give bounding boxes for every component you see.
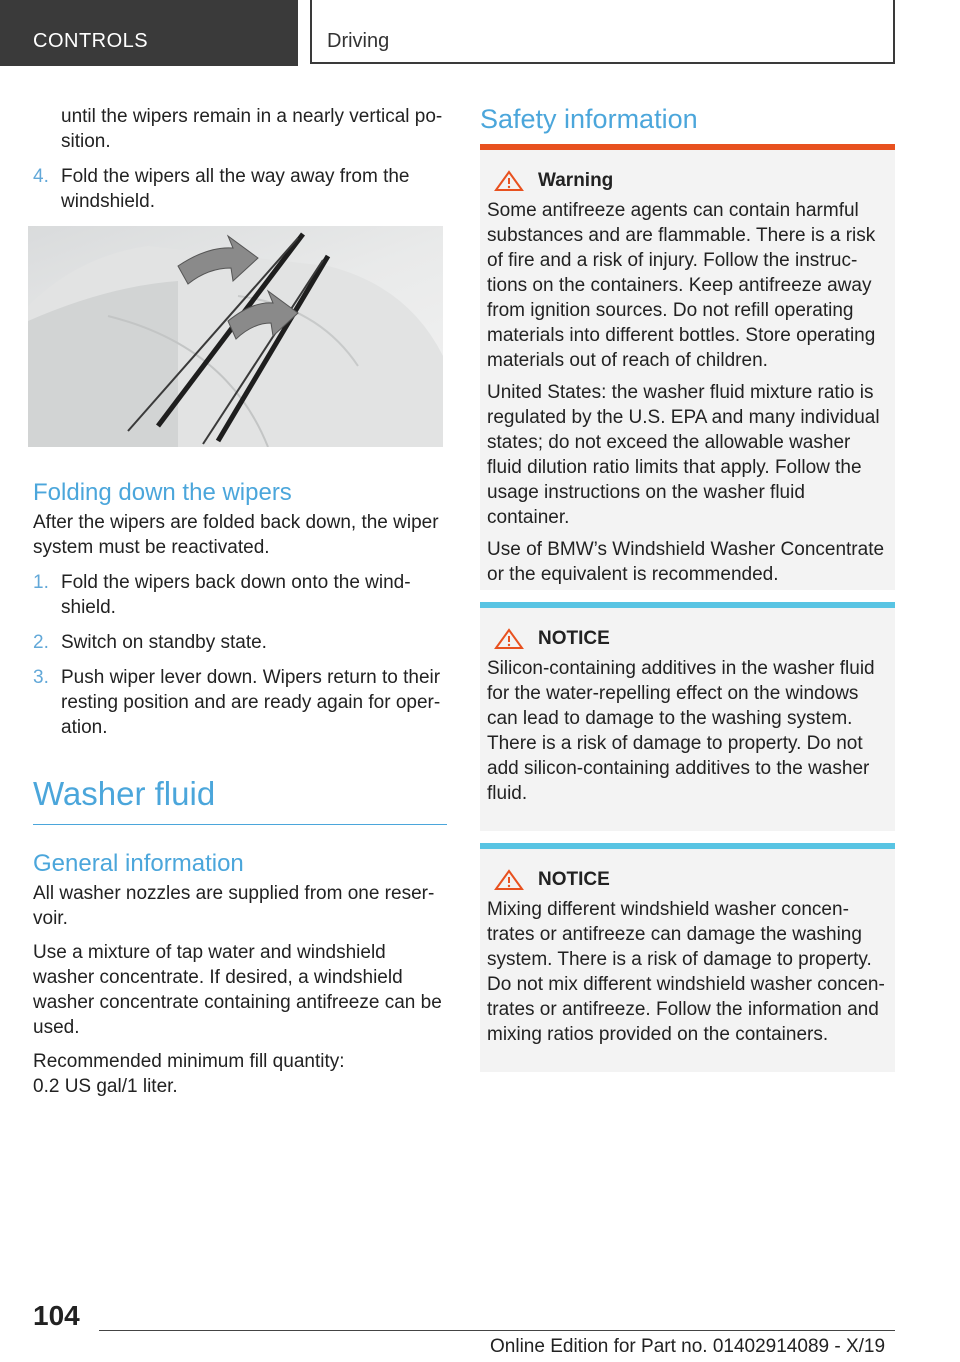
fill-quantity-label: Recommended minimum fill quantity: bbox=[33, 1051, 345, 1072]
fill-quantity-value: 0.2 US gal/1 liter. bbox=[33, 1076, 178, 1097]
folding-step-2 bbox=[33, 630, 447, 655]
header-section-label: CONTROLS bbox=[33, 30, 149, 52]
notice-title bbox=[487, 867, 887, 893]
warning-box bbox=[480, 144, 895, 590]
step-number: 3. bbox=[33, 667, 49, 688]
folding-heading: Folding down the wipers bbox=[33, 479, 292, 506]
right-column bbox=[480, 102, 895, 1072]
step-number: 2. bbox=[33, 632, 49, 653]
washer-section bbox=[33, 774, 447, 825]
step-text: Fold the wipers all the way away from the windshield. bbox=[61, 166, 410, 212]
step-text: Fold the wipers back down onto the wind‐ shield. bbox=[61, 572, 411, 618]
general-heading: General information bbox=[33, 850, 244, 877]
warning-title bbox=[487, 168, 887, 194]
folding-step-1 bbox=[33, 570, 447, 620]
warning-triangle-icon bbox=[494, 170, 524, 192]
notice-box-2 bbox=[480, 843, 895, 1072]
general-paragraph-2: Use a mixture of tap water and windshield washer concentrate. If desired, a windshield washer concentrate containing antifreeze can be used. bbox=[33, 942, 442, 1038]
step-text: Push wiper lever down. Wipers return to their resting position and are ready again for oper‐ ation. bbox=[61, 667, 441, 738]
heading-divider bbox=[33, 824, 447, 825]
notice-box-1 bbox=[480, 602, 895, 831]
safety-heading: Safety information bbox=[480, 104, 698, 134]
folding-step-3 bbox=[33, 665, 447, 740]
washer-heading: Washer fluid bbox=[33, 775, 216, 812]
warning-paragraph-1: Some antifreeze agents can contain harmful substances and are flammable. There is a risk of fire and a risk of injury. Follow the instruc‐ tions on the containers. Keep antifreeze away from ignition sources. Do not refill operating materials into different bottles. Store operating materials out of reach of children. bbox=[487, 200, 876, 371]
notice-title bbox=[487, 626, 887, 652]
header-chapter-label: Driving bbox=[327, 30, 390, 52]
notice-triangle-icon bbox=[494, 869, 524, 891]
continued-step-text: until the wipers remain in a nearly vertical po‐ sition. bbox=[61, 106, 443, 152]
notice-title-text: NOTICE bbox=[538, 628, 610, 649]
step-text: Switch on standby state. bbox=[61, 632, 267, 653]
warning-paragraph-3: Use of BMW’s Windshield Washer Concentrate or the equivalent is recommended. bbox=[487, 539, 885, 585]
warning-paragraph-2: United States: the washer fluid mixture ratio is regulated by the U.S. EPA and many individual states; do not exceed the allowable washer fluid dilution ratio limits that apply. Follow the usage instructions on the washer fluid container. bbox=[487, 382, 880, 528]
step-4 bbox=[33, 164, 447, 214]
notice-paragraph: Mixing different windshield washer concen‐ trates or antifreeze can damage the washing system. There is a risk of damage to property. Do not mix different windshield washer concen‐ trates or antifreeze. Follow the information and mixing ratios provided on the containers. bbox=[487, 899, 885, 1045]
edition-text: Online Edition for Part no. 01402914089 - X/19 bbox=[490, 1336, 886, 1357]
header-section bbox=[0, 0, 298, 66]
header-chapter bbox=[310, 0, 895, 64]
step-number: 1. bbox=[33, 572, 49, 593]
folding-section bbox=[33, 478, 447, 1099]
folding-intro: After the wipers are folded back down, the wiper system must be reactivated. bbox=[33, 512, 439, 558]
warning-title-text: Warning bbox=[538, 170, 614, 191]
footer-divider bbox=[99, 1330, 895, 1331]
left-column bbox=[33, 104, 447, 214]
general-paragraph-1: All washer nozzles are supplied from one reser‐ voir. bbox=[33, 883, 435, 929]
step-number: 4. bbox=[33, 166, 49, 187]
notice-title-text: NOTICE bbox=[538, 869, 610, 890]
notice-triangle-icon bbox=[494, 628, 524, 650]
wiper-illustration bbox=[28, 226, 443, 447]
notice-paragraph: Silicon-containing additives in the washer fluid for the water-repelling effect on the windows can lead to damage to the washing system. There is a risk of damage to property. Do not add silicon-containing additives to the washer fluid. bbox=[487, 658, 875, 804]
page-number: 104 bbox=[33, 1300, 80, 1331]
